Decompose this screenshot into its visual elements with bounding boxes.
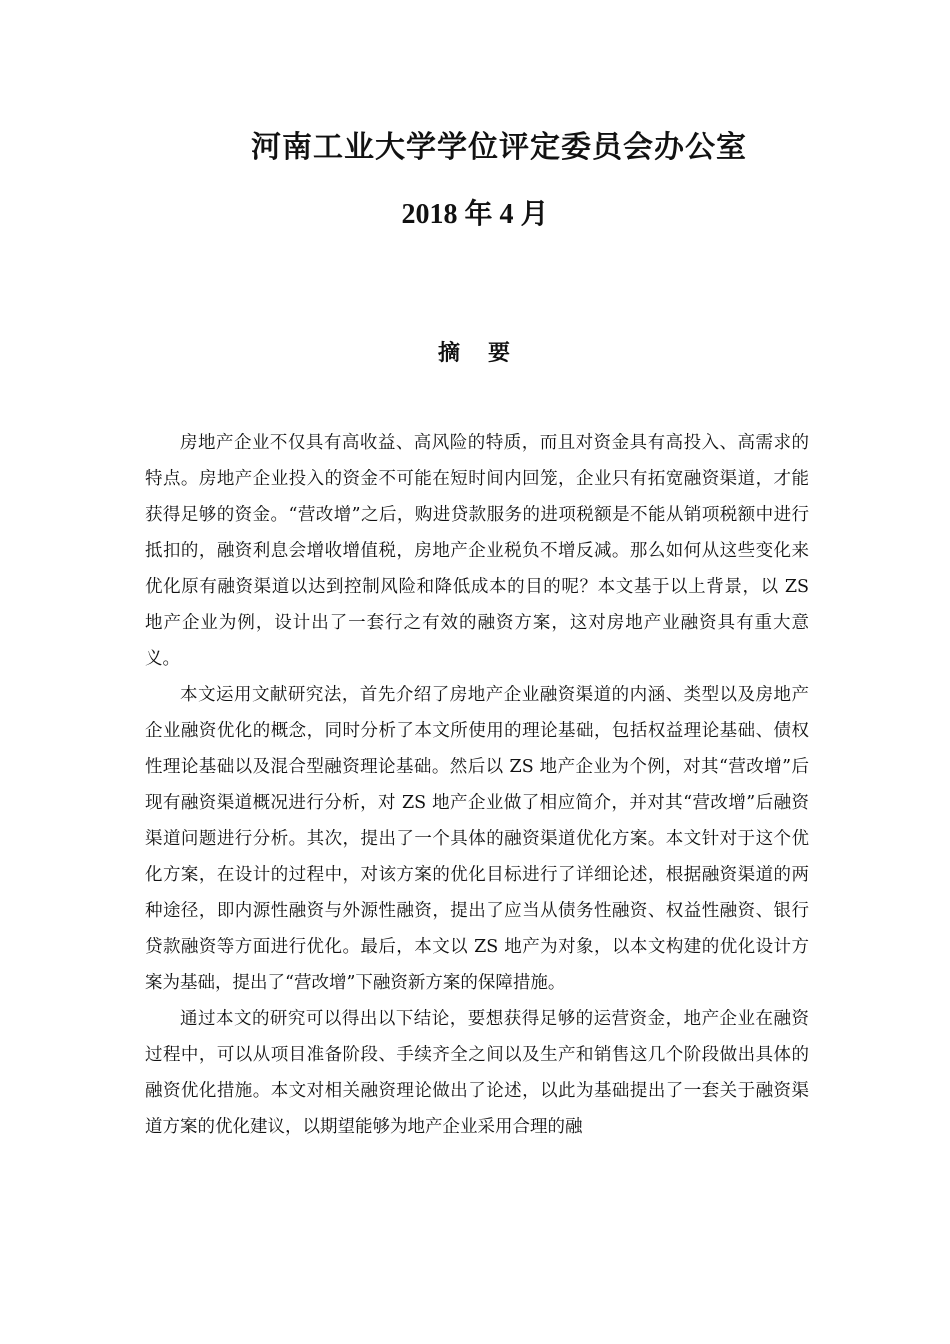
abstract-heading: [0, 336, 950, 367]
date-line: 2018 年 4 月: [401, 199, 549, 230]
office-title: 河南工业大学学位评定委员会办公室: [251, 130, 747, 165]
abstract-paragraph: 通过本文的研究可以得出以下结论，要想获得足够的运营资金，地产企业在融资过程中，可以从项目准备阶段、手续齐全之间以及生产和销售这几个阶段做出具体的融资优化措施。本文对相关融资理论做出了论述，以此为基础提出了一套关于融资渠道方案的优化建议，以期望能够为地产企业采用合理的融: [145, 1009, 809, 1137]
abstract-body: [145, 425, 809, 1145]
abstract-heading-part2: 要: [488, 341, 513, 366]
abstract-paragraph: 本文运用文献研究法，首先介绍了房地产企业融资渠道的内涵、类型以及房地产企业融资优化的概念，同时分析了本文所使用的理论基础，包括权益理论基础、债权性理论基础以及混合型融资理论基础。然后以 ZS 地产企业为个例，对其“营改增”后现有融资渠道概况进行分析，对 ZS 地产企业做了相应简介，并对其“营改增”后融资渠道问题进行分析。其次，提出了一个具体的融资渠道优化方案。本文针对于这个优化方案，在设计的过程中，对该方案的优化目标进行了详细论述，根据融资渠道的两种途径，即内源性融资与外源性融资，提出了应当从债务性融资、权益性融资、银行贷款融资等方面进行优化。最后，本文以 ZS 地产为对象，以本文构建的优化设计方案为基础，提出了“营改增”下融资新方案的保障措施。: [145, 685, 809, 993]
abstract-paragraph: 房地产企业不仅具有高收益、高风险的特质，而且对资金具有高投入、高需求的特点。房地产企业投入的资金不可能在短时间内回笼，企业只有拓宽融资渠道，才能获得足够的资金。“营改增”之后，购进贷款服务的进项税额是不能从销项税额中进行抵扣的，融资利息会增收增值税，房地产企业税负不增反减。那么如何从这些变化来优化原有融资渠道以达到控制风险和降低成本的目的呢？本文基于以上背景，以 ZS 地产企业为例，设计出了一套行之有效的融资方案，这对房地产业融资具有重大意义。: [145, 433, 809, 669]
abstract-heading-part1: 摘: [437, 341, 462, 366]
